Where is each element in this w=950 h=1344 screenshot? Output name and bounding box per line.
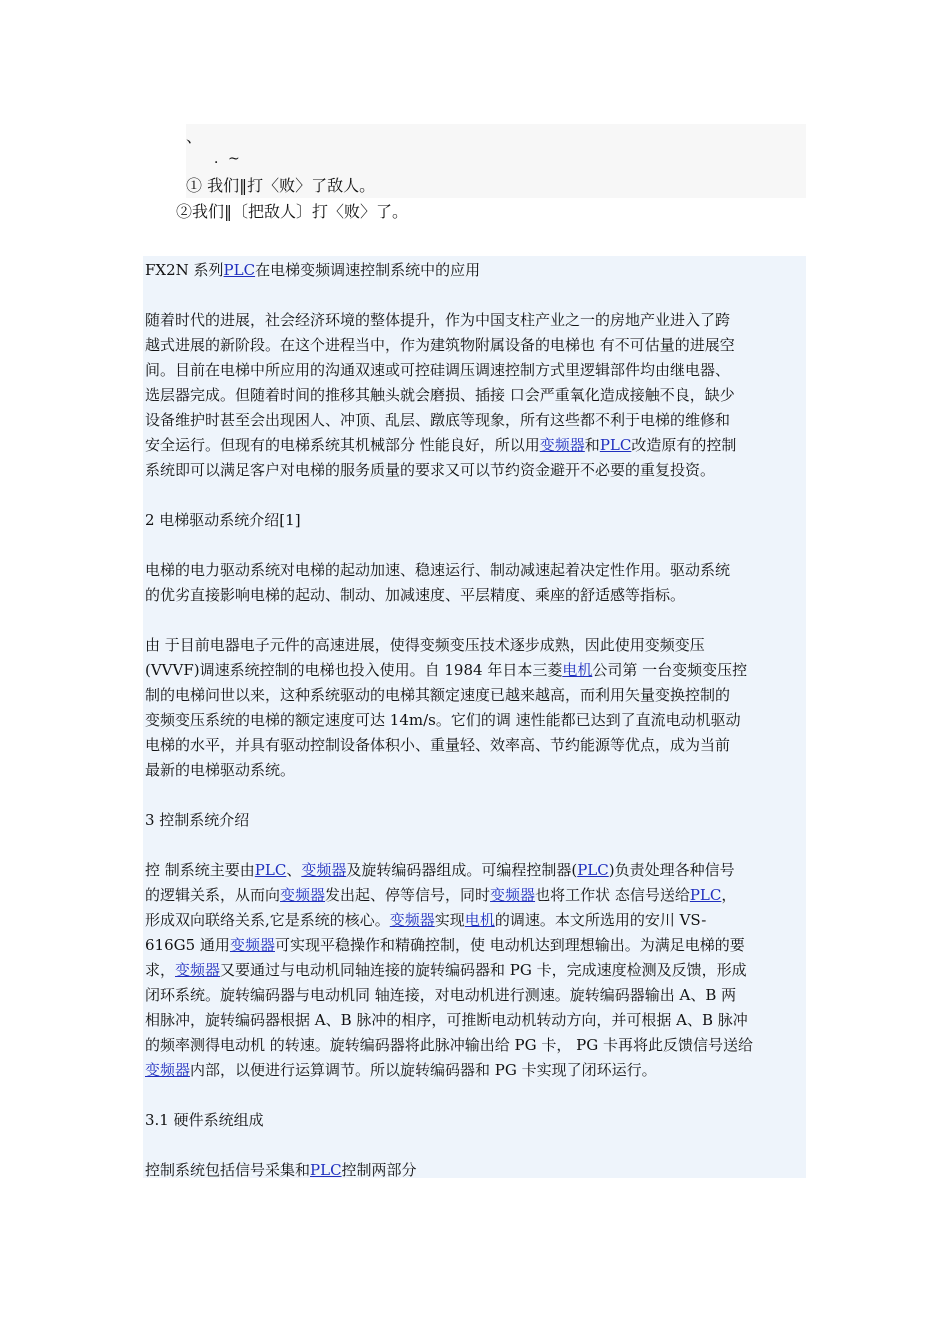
paragraph-intro: 随着时代的进展，社会经济环境的整体提升，作为中国支柱产业之一的房地产业进入了跨 越式进展的新阶段。在这个进程当中，作为建筑物附属设备的电梯也 有不可估量的进展空 间。目前在电梯中所应用的沟通双速或可控硅调压调速控制方式里逻辑部件均由继电器、 选层器完成。但随着时间的推移其触头就会磨损、插接 口会严重氧化造成接触不良，缺少 设备维护时甚至会出现困人、冲顶、乱层、蹾底等现象，所有这些都不利于电梯的维修和 安全运行。但现有的电梯系统其机械部分 性能良好，所以用变频器和PLC改造原有的控制 系统即可以满足客户对电梯的服务质量的要求又可以节约资金避开不必要的重复投资。	[145, 311, 737, 479]
plc-link[interactable]: PLC	[577, 861, 609, 879]
section-heading-2: 2 电梯驱动系统介绍[1]	[145, 511, 301, 529]
plc-link[interactable]: PLC	[223, 261, 256, 279]
vfd-link[interactable]: 变频器	[175, 961, 221, 979]
punctuation-mark: 、	[186, 127, 203, 146]
paragraph-vvvf: 由 于目前电器电子元件的高速进展，使得变频变压技术逐步成熟，因此使用变频变压 (VVVF)调速系统控制的电梯也投入使用。自 1984 年日本三菱电机公司第 一台变频变压控 制的电梯问世以来，这种系统驱动的电梯其额定速度已越来越高，而利用矢量变换控制的 变频变压系统的电梯的额定速度可达 14m/s。它们的调 速性能都已达到了直流电动机驱动 电梯的水平，并具有驱动控制设备体积小、重量轻、效率高、节约能源等优点，成为当前 最新的电梯驱动系统。	[145, 636, 748, 779]
punctuation-mark: ．~	[214, 151, 240, 167]
plc-link[interactable]: PLC	[254, 861, 287, 879]
example-sentence-1: ① 我们‖打〈败〉了敌人。	[186, 176, 376, 195]
vfd-link[interactable]: 变频器	[389, 911, 435, 929]
vfd-link[interactable]: 变频器	[539, 436, 585, 454]
vfd-link[interactable]: 变频器	[301, 861, 347, 879]
example-sentence-2: ②我们‖〔把敌人〕打〈败〉了。	[176, 202, 409, 221]
plc-link[interactable]: PLC	[310, 1161, 342, 1179]
article	[143, 256, 806, 1178]
vfd-link[interactable]: 变频器	[229, 936, 275, 954]
article-title: FX2N 系列PLC在电梯变频调速控制系统中的应用	[145, 261, 481, 279]
paragraph-drive: 电梯的电力驱动系统对电梯的起动加速、稳速运行、制动减速起着决定性作用。驱动系统 的优劣直接影响电梯的起动、制动、加减速度、平层精度、乘座的舒适感等指标。	[145, 561, 731, 604]
section-heading-3: 3 控制系统介绍	[145, 811, 250, 829]
motor-link[interactable]: 电机	[562, 661, 593, 679]
paragraph-hardware: 控制系统包括信号采集和PLC控制两部分	[145, 1161, 417, 1179]
paragraph-control: 控 制系统主要由PLC、变频器及旋转编码器组成。可编程控制器(PLC)负责处理各种信号 的逻辑关系，从而向变频器发出起、停等信号，同时变频器也将工作状 态信号送给PLC， 形成双向联络关系,它是系统的核心。变频器实现电机的调速。本文所选用的安川 VS- 616G5 通用变频器可实现平稳操作和精确控制，使 电动机达到理想输出。为满足电梯的要 求，变频器又要通过与电动机同轴连接的旋转编码器和 PG 卡，完成速度检测及反馈，形成 闭环系统。旋转编码器与电动机同 轴连接，对电动机进行测速。旋转编码器输出 A、B 两 相脉冲，旋转编码器根据 A、B 脉冲的相序，可推断电动机转动方向，并可根据 A、B 脉冲 的频率测得电动机 的转速。旋转编码器将此脉冲输出给 PG 卡， PG 卡再将此反馈信号送给 变频器内部，以便进行运算调节。所以旋转编码器和 PG 卡实现了闭环运行。	[145, 861, 753, 1079]
motor-link[interactable]: 电机	[464, 911, 495, 929]
plc-link[interactable]: PLC	[689, 886, 722, 904]
vfd-link[interactable]: 变频器	[145, 1061, 191, 1079]
vfd-link[interactable]: 变频器	[280, 886, 326, 904]
vfd-link[interactable]: 变频器	[490, 886, 536, 904]
section-heading-3-1: 3.1 硬件系统组成	[145, 1111, 264, 1129]
plc-link[interactable]: PLC	[599, 436, 632, 454]
